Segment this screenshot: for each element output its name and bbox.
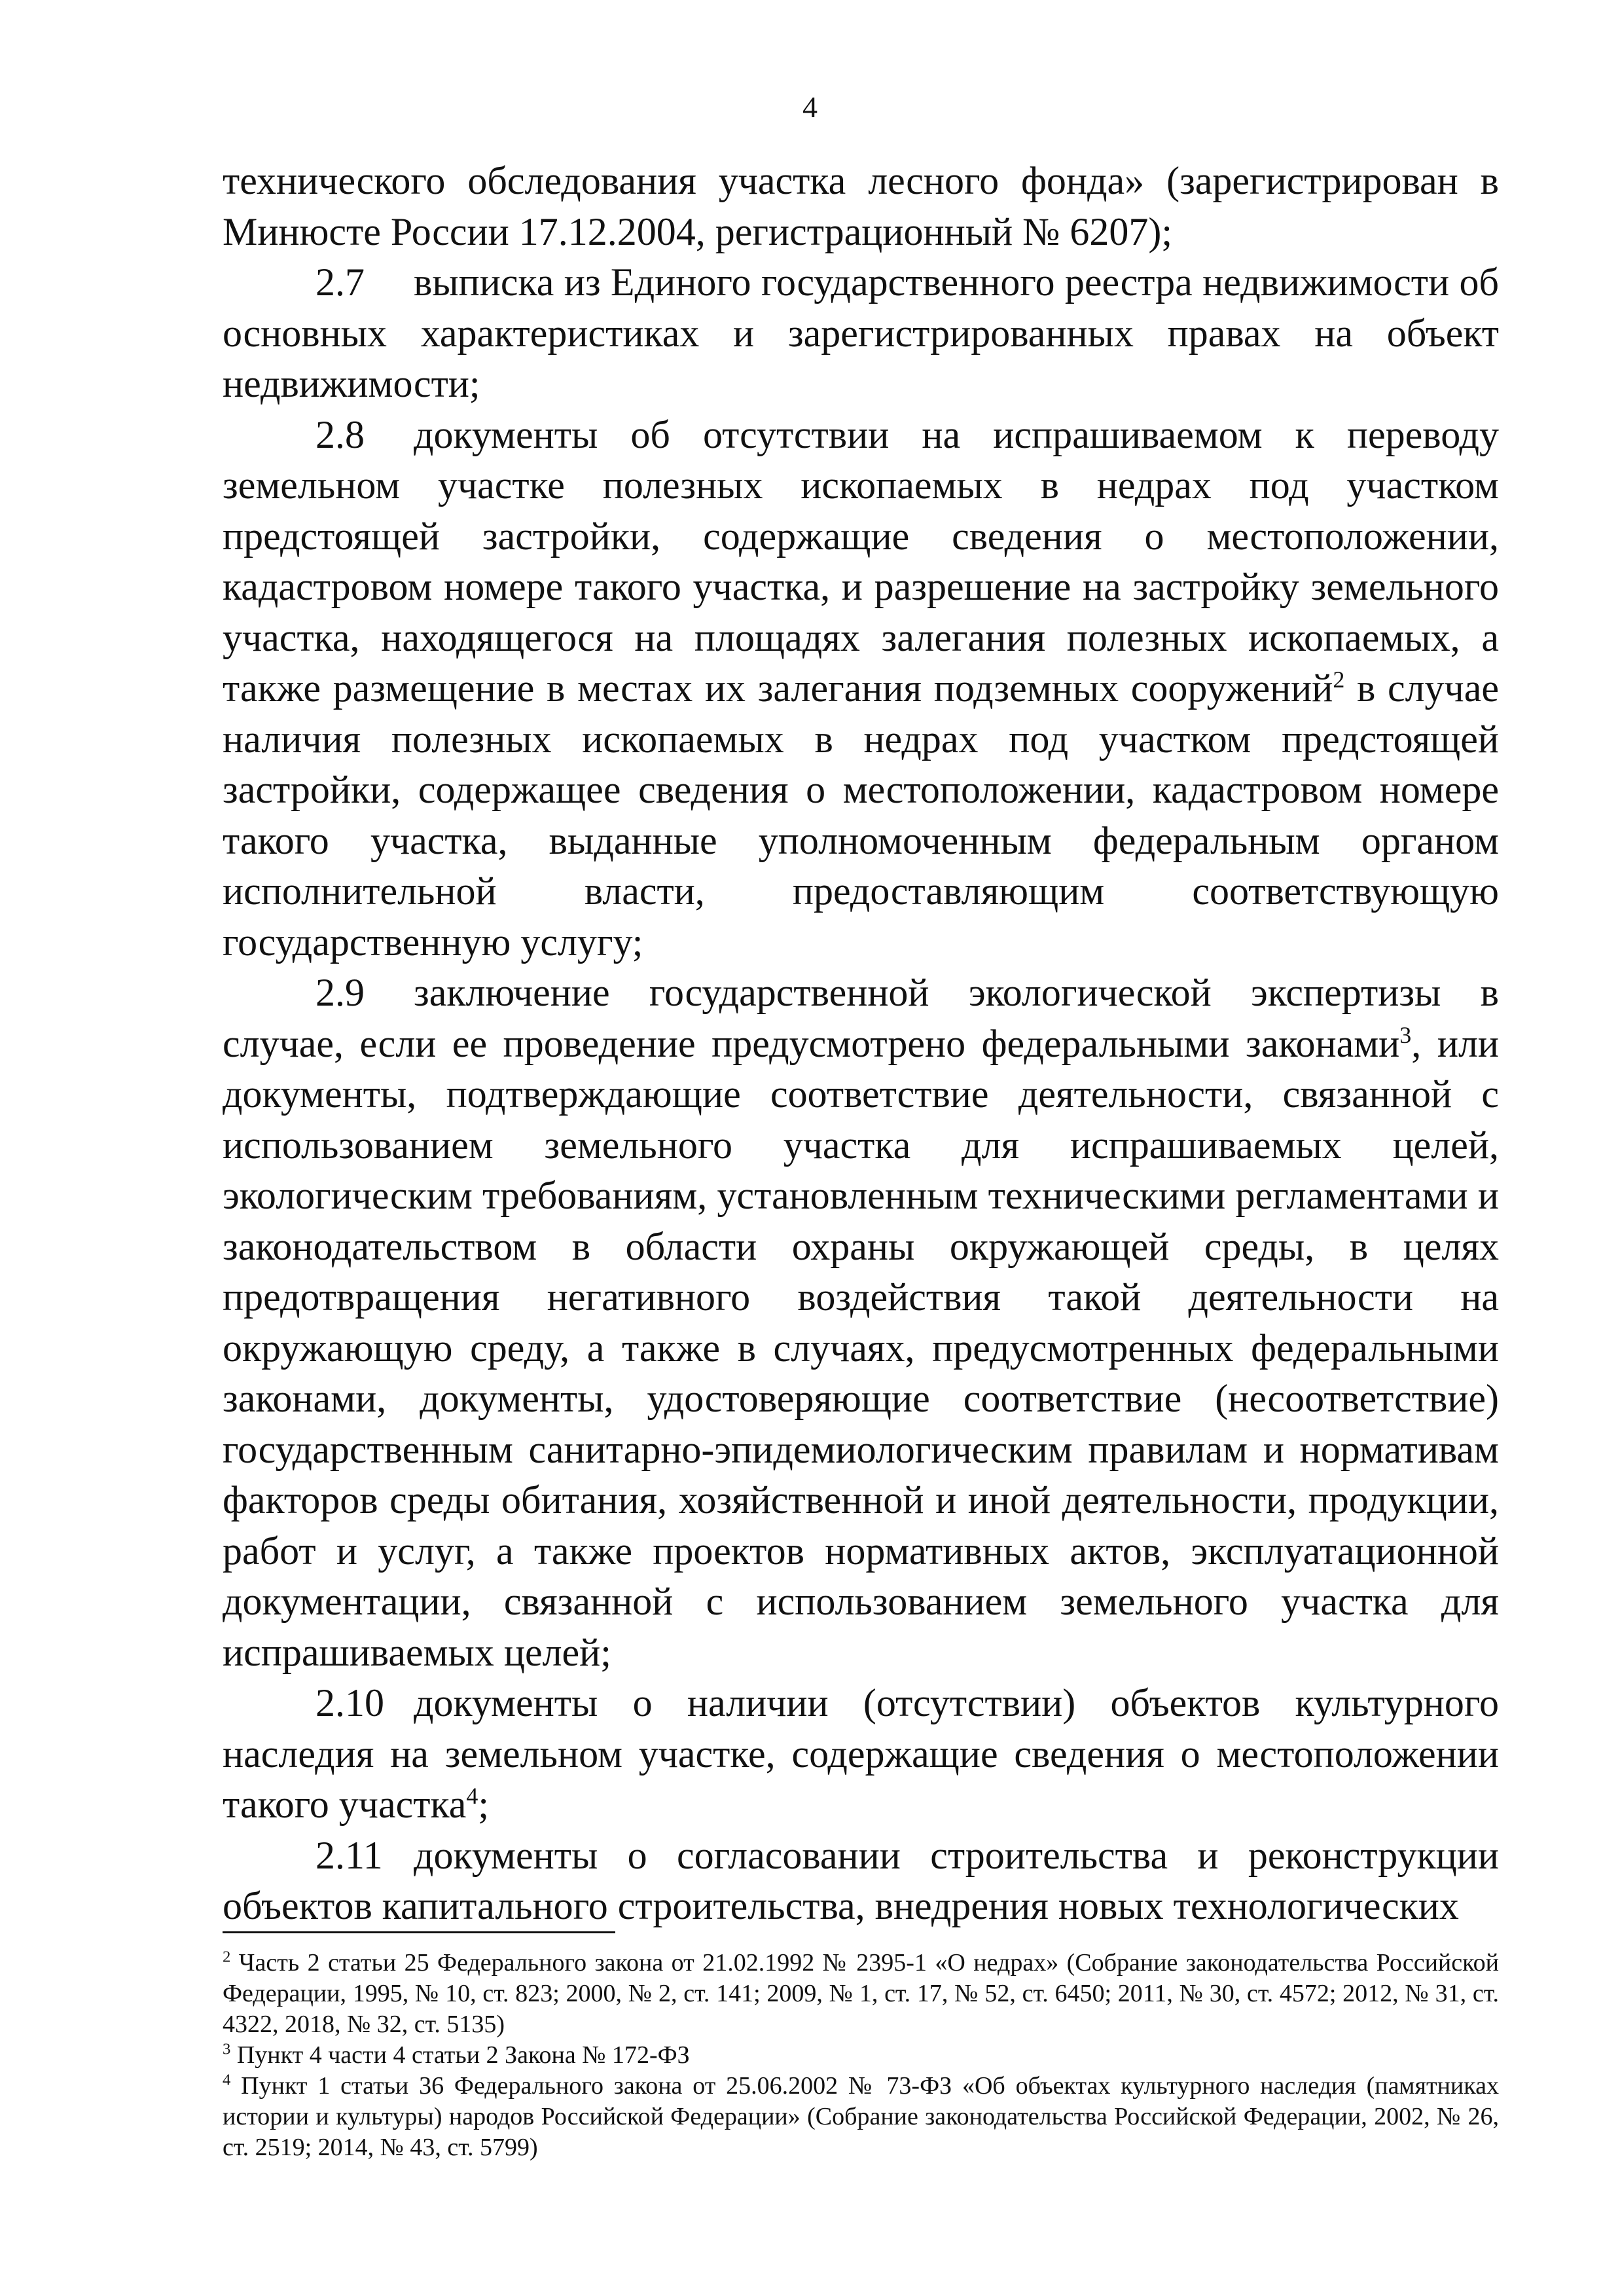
paragraph-2-7 xyxy=(223,257,1499,410)
item-number: 2.11 xyxy=(315,1833,383,1877)
footnote-separator xyxy=(223,1931,615,1933)
footnote-text: Часть 2 статьи 25 Федерального закона от 21.02.1992 № 2395-1 «О недрах» (Собрание законодательства Российской Федерации, 1995, № 10, ст. 823; 2000, № 2, ст. 141; 2009, № 1, ст. 17, № 52, ст. 6450; 2011, № 30, ст. 4572; 2012, № 31, ст. 4322, 2018, № 32, ст. 5135) xyxy=(223,1949,1499,2038)
footnote-marker: 2 xyxy=(223,1948,231,1966)
footnote-marker: 3 xyxy=(223,2040,231,2058)
paragraph-2-9 xyxy=(223,968,1499,1678)
paragraph-text-tail: , или документы, подтверждающие соответствие деятельности, связанной с использованием земельного участка для испрашиваемых целей, экологическим требованиям, установленным техническими регламентами и законодательством в области охраны окружающей среды, в целях предотвращения негативного воздействия такой деятельности на окружающую среду, а также в случаях, предусмотренных федеральными законами, документы, удостоверяющие соответствие (несоответствие) государственным санитарно-эпидемиологическим правилам и нормативам факторов среды обитания, хозяйственной и иной деятельности, продукции, работ и услуг, а также проектов нормативных актов, эксплуатационной документации, связанной с использованием земельного участка для испрашиваемых целей; xyxy=(223,1021,1499,1674)
footnote-marker: 4 xyxy=(223,2071,231,2089)
paragraph-text: документы об отсутствии на испрашиваемом к переводу земельном участке полезных ископаемых в недрах под участком предстоящей застройки, содержащие сведения о местоположении, кадастровом номере такого участка, и разрешение на застройку земельного участка, находящегося на площадях залегания полезных ископаемых, а также размещение в местах их залегания подземных сооружений xyxy=(223,412,1499,710)
item-number: 2.10 xyxy=(315,1681,384,1724)
item-number: 2.7 xyxy=(315,261,365,304)
document-body xyxy=(223,156,1499,1932)
paragraph-text: документы о наличии (отсутствии) объектов культурного наследия на земельном участке, содержащие сведения о местоположении такого участка xyxy=(223,1681,1499,1826)
paragraph-text-tail: ; xyxy=(478,1783,490,1826)
paragraph-text-tail: в случае наличия полезных ископаемых в недрах под участком предстоящей застройки, содержащее сведения о местоположении, кадастровом номере такого участка, выданные уполномоченным федеральным органом исполнительной власти, предоставляющим соответствующую государственную услугу; xyxy=(223,666,1499,964)
footnotes xyxy=(223,1948,1499,2163)
footnote-ref: 3 xyxy=(1399,1021,1412,1048)
footnote-2 xyxy=(223,1948,1499,2040)
paragraph-text: заключение государственной экологической экспертизы в случае, если ее проведение предусмотрено федеральными законами xyxy=(223,971,1499,1065)
paragraph-continuation xyxy=(223,156,1499,257)
footnote-text: Пункт 1 статьи 36 Федерального закона от 25.06.2002 № 73-ФЗ «Об объектах культурного наследия (памятниках истории и культуры) народов Российской Федерации» (Собрание законодательства Российской Федерации, 2002, № 26, ст. 2519; 2014, № 43, ст. 5799) xyxy=(223,2072,1499,2161)
paragraph-2-11 xyxy=(223,1831,1499,1932)
paragraph-text: технического обследования участка лесного фонда» (зарегистрирован в Минюсте России 17.12.2004, регистрационный № 6207); xyxy=(223,159,1499,253)
paragraph-text: документы о согласовании строительства и реконструкции объектов капитального строительства, внедрения новых технологических xyxy=(223,1833,1499,1927)
footnote-ref: 2 xyxy=(1333,666,1345,693)
item-number: 2.8 xyxy=(315,412,365,456)
footnote-text: Пункт 4 части 4 статьи 2 Закона № 172-ФЗ xyxy=(230,2041,690,2069)
footnote-3 xyxy=(223,2040,1499,2071)
paragraph-2-10 xyxy=(223,1678,1499,1831)
paragraph-text: выписка из Единого государственного реестра недвижимости об основных характеристиках и зарегистрированных правах на объект недвижимости; xyxy=(223,261,1499,405)
footnote-ref: 4 xyxy=(466,1783,478,1809)
page-number: 4 xyxy=(802,90,818,124)
item-number: 2.9 xyxy=(315,971,365,1014)
footnote-4 xyxy=(223,2071,1499,2163)
paragraph-2-8 xyxy=(223,410,1499,968)
